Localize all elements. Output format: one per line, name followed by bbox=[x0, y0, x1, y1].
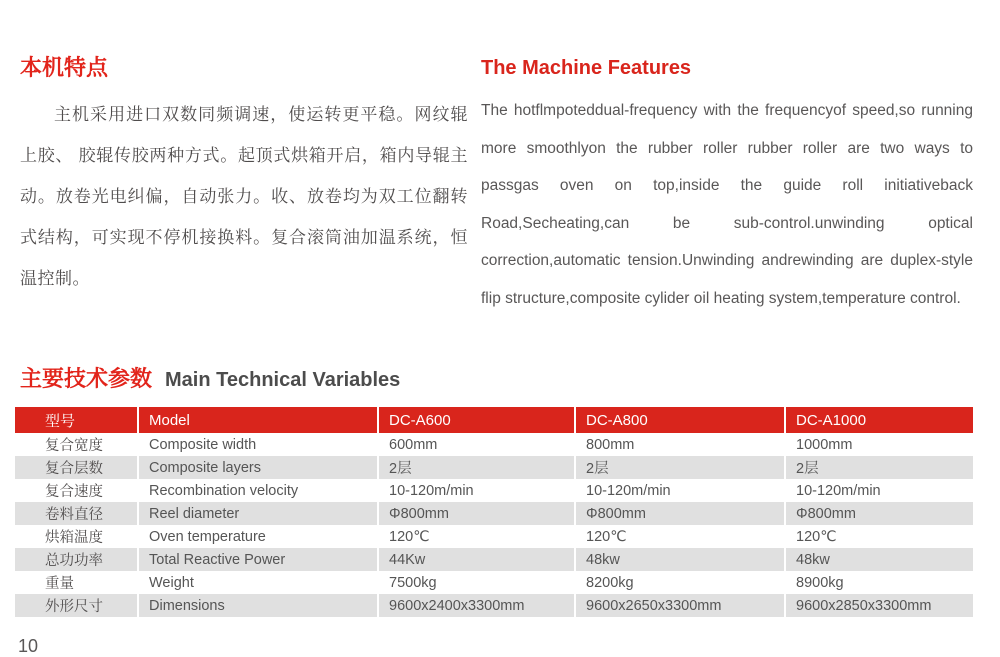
table-cell: 10-120m/min bbox=[575, 479, 785, 502]
table-cell: 800mm bbox=[575, 433, 785, 456]
table-row-total-power bbox=[15, 548, 973, 571]
specs-table bbox=[15, 407, 973, 617]
table-cell: 8200kg bbox=[575, 571, 785, 594]
header-cell-dc-a600: DC-A600 bbox=[378, 407, 575, 433]
table-cell: Φ800mm bbox=[785, 502, 973, 525]
table-cell: 120℃ bbox=[378, 525, 575, 548]
table-cell: 7500kg bbox=[378, 571, 575, 594]
table-cell: 1000mm bbox=[785, 433, 973, 456]
table-cell: 复合宽度 bbox=[15, 433, 138, 456]
table-row-oven-temperature bbox=[15, 525, 973, 548]
table-cell: 8900kg bbox=[785, 571, 973, 594]
table-header-row bbox=[15, 407, 973, 433]
table-cell: Reel diameter bbox=[138, 502, 378, 525]
table-cell: 120℃ bbox=[785, 525, 973, 548]
specs-heading bbox=[20, 362, 400, 393]
table-cell: 9600x2850x3300mm bbox=[785, 594, 973, 617]
features-section-en bbox=[481, 55, 973, 317]
header-cell-model-cn: 型号 bbox=[15, 407, 138, 433]
table-cell: Oven temperature bbox=[138, 525, 378, 548]
table-row-composite-layers bbox=[15, 456, 973, 479]
table-cell: Composite width bbox=[138, 433, 378, 456]
table-row-dimensions bbox=[15, 594, 973, 617]
features-body-en: The hotflmpoteddual-frequency with the frequencyof speed,so running more smoothlyon the rubber roller rubber roller are two ways to passgas oven on top,inside the guide roll initiativeback Road,Secheating,can be sub-control.unwinding optical correction,automatic tension.Unwinding andrewinding are duplex-style flip structure,composite cylider oil heating system,temperature control. bbox=[481, 102, 973, 307]
table-row-weight bbox=[15, 571, 973, 594]
table-cell: 2层 bbox=[575, 456, 785, 479]
table-cell: 复合层数 bbox=[15, 456, 138, 479]
page-number: 10 bbox=[18, 636, 39, 656]
features-title-en: The Machine Features bbox=[481, 57, 692, 79]
table-cell: 48kw bbox=[575, 548, 785, 571]
table-cell: Weight bbox=[138, 571, 378, 594]
table-cell: Dimensions bbox=[138, 594, 378, 617]
table-cell: 9600x2650x3300mm bbox=[575, 594, 785, 617]
specs-title-en: Main Technical Variables bbox=[165, 369, 401, 391]
features-section-cn bbox=[20, 55, 468, 299]
table-cell: Recombination velocity bbox=[138, 479, 378, 502]
table-cell: 复合速度 bbox=[15, 479, 138, 502]
features-body-cn: 主机采用进口双数同频调速，使运转更平稳。网纹辊上胶、 胶辊传胶两种方式。起顶式烘箱开启，箱内导辊主动。放卷光电纠偏，自动张力。收、放卷均为双工位翻转式结构，可实现不停机接换料。复合滚筒油加温系统，恒温控制。 bbox=[20, 105, 468, 288]
table-cell: 9600x2400x3300mm bbox=[378, 594, 575, 617]
header-cell-dc-a1000: DC-A1000 bbox=[785, 407, 973, 433]
table-cell: 44Kw bbox=[378, 548, 575, 571]
table-cell: 2层 bbox=[785, 456, 973, 479]
table-cell: Total Reactive Power bbox=[138, 548, 378, 571]
features-title-cn: 本机特点 bbox=[20, 55, 109, 80]
table-cell: 600mm bbox=[378, 433, 575, 456]
header-cell-model-en: Model bbox=[138, 407, 378, 433]
specs-title-cn: 主要技术参数 bbox=[20, 366, 153, 391]
table-row-composite-width bbox=[15, 433, 973, 456]
table-cell: Φ800mm bbox=[378, 502, 575, 525]
table-cell: 重量 bbox=[15, 571, 138, 594]
table-cell: 10-120m/min bbox=[378, 479, 575, 502]
table-cell: 120℃ bbox=[575, 525, 785, 548]
table-cell: 烘箱温度 bbox=[15, 525, 138, 548]
table-cell: Composite layers bbox=[138, 456, 378, 479]
table-cell: 总功功率 bbox=[15, 548, 138, 571]
table-cell: 10-120m/min bbox=[785, 479, 973, 502]
table-cell: Φ800mm bbox=[575, 502, 785, 525]
table-cell: 外形尺寸 bbox=[15, 594, 138, 617]
table-row-reel-diameter bbox=[15, 502, 973, 525]
header-cell-dc-a800: DC-A800 bbox=[575, 407, 785, 433]
table-cell: 48kw bbox=[785, 548, 973, 571]
table-cell: 2层 bbox=[378, 456, 575, 479]
table-cell: 卷料直径 bbox=[15, 502, 138, 525]
table-row-recombination-velocity bbox=[15, 479, 973, 502]
